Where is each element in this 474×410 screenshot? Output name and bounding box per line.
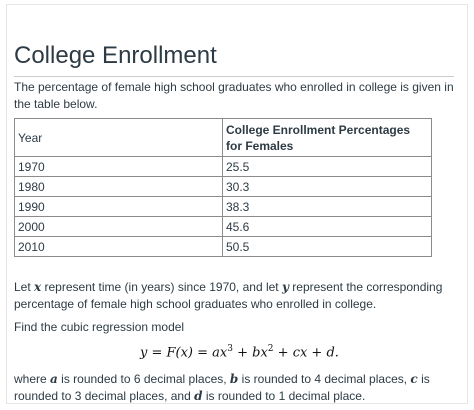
coefficient-a: a bbox=[50, 372, 58, 386]
page-title: College Enrollment bbox=[14, 42, 217, 69]
coefficient-c: c bbox=[410, 372, 418, 386]
year-cell: 1970 bbox=[15, 157, 223, 177]
enrollment-table bbox=[14, 118, 432, 257]
percentage-cell: 25.5 bbox=[223, 157, 432, 177]
question-prompt: Find the cubic regression model bbox=[14, 320, 185, 334]
year-cell: 1990 bbox=[15, 197, 223, 217]
formula-term-a: ax bbox=[212, 345, 228, 361]
percentage-cell: 30.3 bbox=[223, 177, 432, 197]
definitions-text-2: represent time (in years) since 1970, and let bbox=[41, 280, 282, 294]
formula-term-c-d: + cx + d. bbox=[273, 345, 339, 361]
rounding-text-1: where bbox=[14, 372, 51, 386]
rounding-text-4: is rounded to 3 decimal places, and bbox=[14, 372, 430, 403]
title-divider bbox=[14, 76, 454, 77]
table-row bbox=[15, 237, 432, 257]
variable-y: y bbox=[281, 280, 289, 294]
table-header-row bbox=[15, 119, 432, 157]
rounding-text-2: is rounded to 6 decimal places, bbox=[57, 372, 230, 386]
table-row bbox=[15, 197, 432, 217]
percentage-cell: 50.5 bbox=[223, 237, 432, 257]
header-year: Year bbox=[15, 119, 223, 157]
percentage-cell: 38.3 bbox=[223, 197, 432, 217]
variable-definitions bbox=[14, 279, 454, 313]
formula-lhs: y = F(x) = bbox=[140, 345, 213, 361]
formula-term-b: + bx bbox=[232, 345, 268, 361]
header-percentage: College Enrollment Percentages for Females bbox=[223, 119, 432, 157]
coefficient-b: b bbox=[229, 372, 239, 386]
rounding-text-3: is rounded to 4 decimal places, bbox=[238, 372, 411, 386]
year-cell: 2010 bbox=[15, 237, 223, 257]
table-row bbox=[15, 217, 432, 237]
intro-text: The percentage of female high school graduates who enrolled in college is given in the table below. bbox=[14, 80, 454, 111]
formula-exponent-3: 3 bbox=[227, 344, 233, 354]
rounding-instructions bbox=[14, 371, 464, 405]
cubic-model-formula bbox=[140, 344, 339, 360]
year-cell: 1980 bbox=[15, 177, 223, 197]
table-row bbox=[15, 157, 432, 177]
rounding-text-5: is rounded to 1 decimal place. bbox=[202, 389, 366, 403]
formula-exponent-2: 2 bbox=[267, 344, 274, 354]
variable-x: x bbox=[34, 280, 42, 294]
definitions-text-1: Let bbox=[14, 280, 35, 294]
coefficient-d: d bbox=[194, 389, 203, 403]
percentage-cell: 45.6 bbox=[223, 217, 432, 237]
table-row bbox=[15, 177, 432, 197]
year-cell: 2000 bbox=[15, 217, 223, 237]
definitions-text-3: represent the corresponding percentage of female high school graduates who enrolled in college. bbox=[14, 280, 443, 311]
